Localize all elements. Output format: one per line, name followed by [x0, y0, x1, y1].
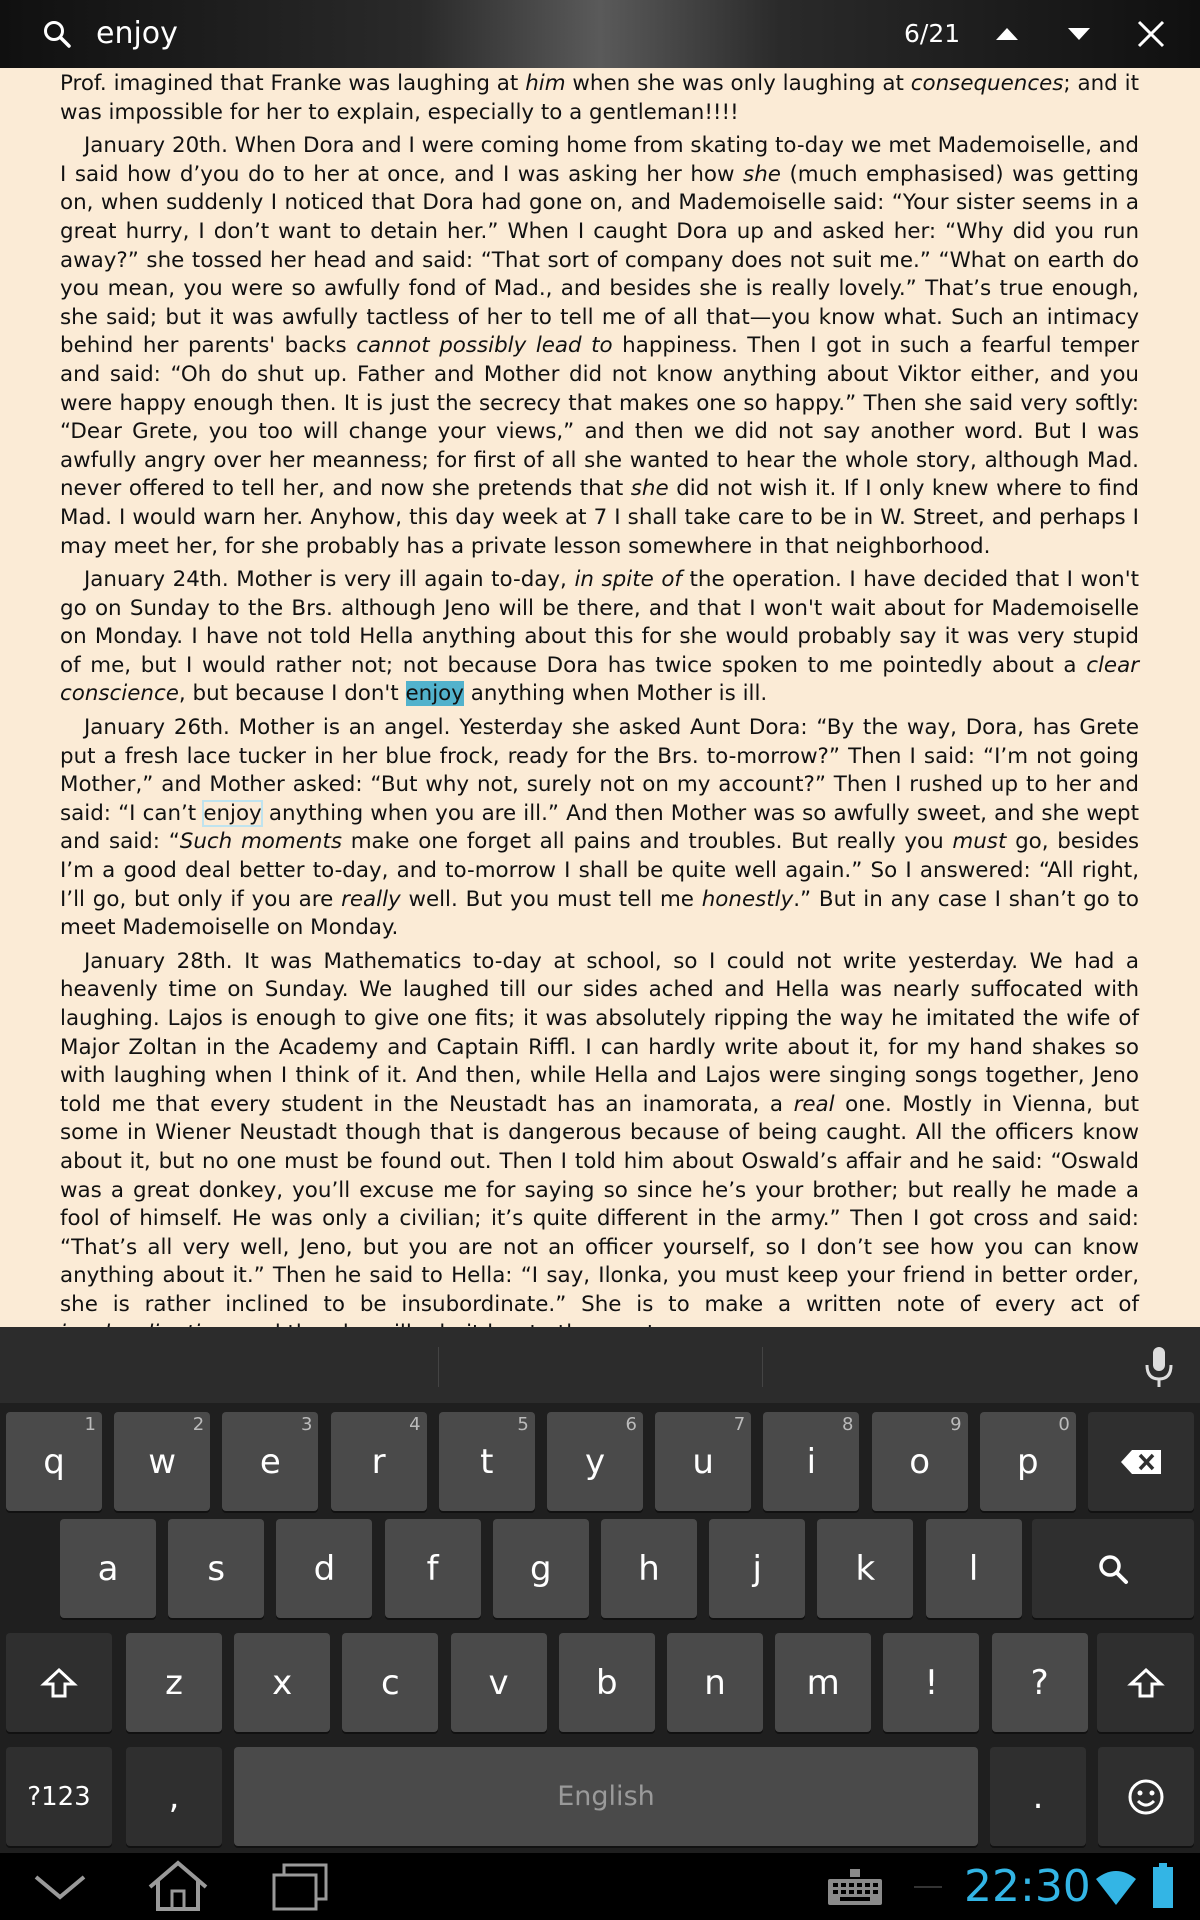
- text-run: one. Mostly in Vienna, but some in Wiener Neustadt though that is dangerous because of being caught. All the officers know about it, but no one must be found out. Then I told him about Oswald’s affair and he said: “Oswald was a great donkey, you’ll excuse me for saying so since he’s your brother; but really he made a fool of himself. He was only a civilian; it’s quite different in the army.” Then I got cross and said: “That’s all very well, Jeno, but you are not an officer yourself, so I don’t see how you can know anything about it.” Then he said to Hella: “I say, Ilonka, you must keep your friend in better order, she is rather inclined to be insubordinate.” She is to make a written note of every act of: [60, 1091, 1139, 1317]
- book-paragraph: [60, 132, 1139, 561]
- key-label: ,: [168, 1776, 180, 1817]
- search-key[interactable]: [1032, 1519, 1194, 1618]
- emphasis-text: consequences: [910, 71, 1064, 96]
- key-label: .: [1032, 1776, 1044, 1817]
- key-label: ?123: [27, 1781, 91, 1812]
- key-w[interactable]: [114, 1412, 210, 1511]
- clock: 22:30: [964, 1861, 1091, 1912]
- key-b[interactable]: [559, 1633, 655, 1732]
- key-label: x: [272, 1662, 293, 1703]
- emphasis-text: in spite of: [574, 567, 682, 593]
- book-paragraph: [60, 566, 1139, 709]
- symbols-key[interactable]: [6, 1747, 112, 1846]
- key-label: c: [381, 1662, 400, 1703]
- close-icon[interactable]: [1131, 14, 1171, 54]
- text-run: , but because I don't: [178, 681, 406, 707]
- search-icon: [1097, 1553, 1129, 1585]
- key-hint: 6: [625, 1414, 637, 1435]
- key-label: u: [692, 1441, 714, 1482]
- key-i[interactable]: [763, 1412, 859, 1511]
- text-run: well. But you must tell me: [400, 886, 702, 912]
- backspace-key[interactable]: [1088, 1412, 1194, 1511]
- key-d[interactable]: [276, 1519, 372, 1618]
- key-l[interactable]: [926, 1519, 1022, 1618]
- book-text: [60, 70, 1139, 1353]
- text-run: did not wish it. If I only knew where to find Mad. I would warn her. Anyhow, this day week at 7 I shall take care to be in W. Street, and perhaps I may meet her, for she probably has a private lesson somewhere in that neighborhood.: [60, 476, 1139, 559]
- key-n[interactable]: [667, 1633, 763, 1732]
- match-counter: 6/21: [904, 19, 961, 48]
- soft-keyboard: [0, 1327, 1200, 1853]
- key-hint: 3: [300, 1414, 313, 1435]
- key-label: q: [43, 1441, 65, 1482]
- key-label: English: [557, 1780, 655, 1812]
- chevron-down-icon[interactable]: [1059, 14, 1099, 54]
- backspace-icon: [1120, 1449, 1162, 1475]
- key-label: n: [704, 1662, 726, 1703]
- keyboard-icon: [826, 1867, 884, 1907]
- key-c[interactable]: [342, 1633, 438, 1732]
- text-run: happiness. Then I got in such a fearful temper and said: “Oh do shut up. Father and Mother did not know anything about Viktor either, and you were happy enough then. It is just the secrecy that makes one so happy.” Then she said very softly: “Dear Grete, you too will change your views,” and then we did not say another word. But I was awfully angry over her meanness; for first of all she wanted to hear the whole story, although Mad. never offered to tell her, and now she pretends that: [60, 333, 1139, 502]
- book-paragraph: [60, 714, 1139, 943]
- key-hint: 0: [1058, 1414, 1070, 1435]
- key-label: s: [207, 1548, 226, 1589]
- smiley-icon: [1127, 1778, 1165, 1816]
- microphone-icon[interactable]: [1142, 1345, 1176, 1389]
- emphasis-text: she: [630, 476, 669, 502]
- search-input[interactable]: enjoy: [96, 16, 178, 51]
- key-label: b: [596, 1662, 618, 1703]
- key-hint: 4: [409, 1414, 421, 1435]
- key-label: i: [806, 1441, 817, 1482]
- book-paragraph: [60, 948, 1139, 1348]
- key-q[interactable]: [6, 1412, 102, 1511]
- key-v[interactable]: [451, 1633, 547, 1732]
- key-label: j: [752, 1548, 762, 1589]
- key-label: m: [806, 1662, 840, 1703]
- key-e[interactable]: [222, 1412, 318, 1511]
- text-run: go, besides I’m a good deal better to-day, and to-morrow I shall be quite well again.” So I answered: “All right, I’ll go, but only if you are: [60, 829, 1139, 912]
- key-u[interactable]: [655, 1412, 751, 1511]
- home-icon[interactable]: [146, 1859, 210, 1913]
- key-label: v: [488, 1662, 509, 1703]
- back-icon[interactable]: [30, 1871, 90, 1903]
- key-s[interactable]: [168, 1519, 264, 1618]
- key-label: y: [584, 1441, 606, 1482]
- shift-icon: [42, 1668, 76, 1698]
- book-page[interactable]: [0, 68, 1200, 1327]
- search-icon[interactable]: [42, 19, 72, 49]
- key-label: p: [1017, 1441, 1039, 1482]
- emphasis-text: real: [793, 1091, 835, 1117]
- text-run: anything when you are ill.” And then Mother was so awfully sweet, and she wept and said: “: [60, 800, 1140, 855]
- search-match-current: enjoy: [405, 681, 464, 707]
- status-divider: [914, 1886, 942, 1888]
- emphasis-text: honestly: [701, 886, 794, 912]
- text-run: January 28th. It was Mathematics to-day at school, so I could not write yesterday. We had a heavenly time on Sunday. We laughed till our sides ached and Hella was nearly suffocated with laughing. Lajos is enough to give one fits; it was absolutely ripping the way he imitated the wife of Major Zoltan in the Academy and Captain Riffl. I can hardly write about it, for my hand shakes so with laughing when I think of it. And then, while Hella and Lajos were singing songs together, Jeno told me that every student in the Neustadt has an inamorata, a: [60, 948, 1139, 1117]
- key-label: a: [97, 1548, 119, 1589]
- text-run: January 20th. When Dora and I were coming home from skating to-day we met Mademoiselle, and I said how d’you do to her at once, and I was asking her how: [60, 133, 1139, 187]
- key-a[interactable]: [60, 1519, 156, 1618]
- key-hint: 5: [517, 1414, 529, 1435]
- suggestion-strip: [0, 1327, 1200, 1403]
- search-bar: [0, 0, 1200, 69]
- shift-key-right[interactable]: [1097, 1633, 1194, 1732]
- key-h[interactable]: [601, 1519, 697, 1618]
- key-label: l: [968, 1548, 979, 1589]
- key-hint: 9: [950, 1414, 962, 1435]
- shift-icon: [1129, 1668, 1163, 1698]
- key-label: d: [313, 1548, 336, 1589]
- key-g[interactable]: [493, 1519, 589, 1618]
- shift-key-left[interactable]: [6, 1633, 112, 1732]
- key-m[interactable]: [775, 1633, 871, 1732]
- key-label: z: [165, 1662, 183, 1703]
- emphasis-text: really: [341, 886, 401, 912]
- text-run: January 26th. Mother is an angel. Yesterday she asked Aunt Dora: “By the way, Dora, has Grete put a fresh lace tucker in her blue frock, ready for the Brs. to-morrow?” Then I said: “I’m not going Mother,” and Mother asked: “But why not, surely not on my account?” Then I rushed up to her and said: “I can’t: [60, 715, 1139, 826]
- space-key[interactable]: [234, 1747, 978, 1846]
- emoji-key[interactable]: [1098, 1747, 1194, 1846]
- key-label: g: [530, 1548, 552, 1589]
- key-label: h: [638, 1548, 660, 1589]
- key-hint: 8: [841, 1414, 854, 1435]
- emphasis-text: clear conscience: [60, 652, 1139, 707]
- text-run: January 24th. Mother is very ill again to-day,: [84, 567, 575, 593]
- search-match: enjoy: [203, 800, 262, 826]
- period-key[interactable]: [990, 1747, 1086, 1846]
- recent-apps-icon[interactable]: [270, 1863, 330, 1913]
- key-hint: 1: [84, 1414, 96, 1435]
- key-o[interactable]: [872, 1412, 968, 1511]
- text-run: anything when Mother is ill.: [463, 681, 768, 707]
- key-f[interactable]: [385, 1519, 481, 1618]
- key-t[interactable]: [439, 1412, 535, 1511]
- chevron-up-icon[interactable]: [987, 14, 1027, 54]
- battery-icon: [1152, 1863, 1174, 1909]
- key-label: o: [909, 1441, 930, 1482]
- key-question[interactable]: [992, 1633, 1088, 1732]
- suggestion-divider: [438, 1347, 439, 1387]
- emphasis-text: must: [952, 829, 1007, 855]
- emphasis-text: she: [743, 161, 781, 187]
- text-run: the operation. I have decided that I won't go on Sunday to the Brs. although Jeno will be there, and that I won't wait about for Mademoiselle on Monday. I have not told Hella anything about this for she would probably say it was very stupid of me, but I would rather not; not because Dora has twice spoken to me pointedly about a: [60, 567, 1139, 678]
- text-run: ; and it was impossible for her to explain, especially to a gentleman!!!!: [60, 71, 1139, 125]
- key-y[interactable]: [547, 1412, 643, 1511]
- key-label: !: [924, 1662, 939, 1703]
- system-bar: [0, 1853, 1200, 1920]
- key-label: r: [371, 1441, 386, 1482]
- key-r[interactable]: [331, 1412, 427, 1511]
- key-label: ?: [1030, 1662, 1049, 1703]
- key-j[interactable]: [709, 1519, 805, 1618]
- book-paragraph: [60, 70, 1139, 127]
- wifi-icon: [1094, 1865, 1138, 1909]
- emphasis-text: cannot possibly lead to: [356, 333, 613, 359]
- text-run: Prof. imagined that Franke was laughing at: [60, 71, 526, 96]
- text-run: .” But in any case I shan’t go to meet Mademoiselle on Monday.: [60, 886, 1139, 941]
- key-hint: 7: [733, 1414, 746, 1435]
- key-label: w: [148, 1441, 177, 1482]
- text-run: (much emphasised) was getting on, when suddenly I noticed that Dora had gone on, and Mademoiselle said: “Your sister seems in a great hurry, I don’t want to detain her.” When I caught Dora up and asked her: “Why did you run away?” she tossed her head and said: “That sort of company does not suit me.” “What on earth do you mean, you were so awfully fond of Mad., and besides she is really lovely.” That’s true enough, she said; but it was awfully tactless of her to tell me of all that—you know what. Such an intimacy behind her parents' backs: [60, 161, 1139, 359]
- key-exclamation[interactable]: [883, 1633, 979, 1732]
- key-label: f: [426, 1548, 439, 1589]
- text-run: make one forget all pains and troubles. But really you: [341, 829, 953, 855]
- key-label: e: [259, 1441, 281, 1482]
- emphasis-text: him: [525, 71, 566, 96]
- key-label: t: [480, 1441, 494, 1482]
- key-label: k: [855, 1548, 876, 1589]
- comma-key[interactable]: [126, 1747, 222, 1846]
- key-z[interactable]: [126, 1633, 222, 1732]
- key-k[interactable]: [817, 1519, 913, 1618]
- suggestion-divider: [762, 1347, 763, 1387]
- key-p[interactable]: [980, 1412, 1076, 1511]
- text-run: when she was only laughing at: [565, 71, 911, 96]
- key-x[interactable]: [234, 1633, 330, 1732]
- key-hint: 2: [192, 1414, 205, 1435]
- emphasis-text: Such moments: [179, 829, 342, 855]
